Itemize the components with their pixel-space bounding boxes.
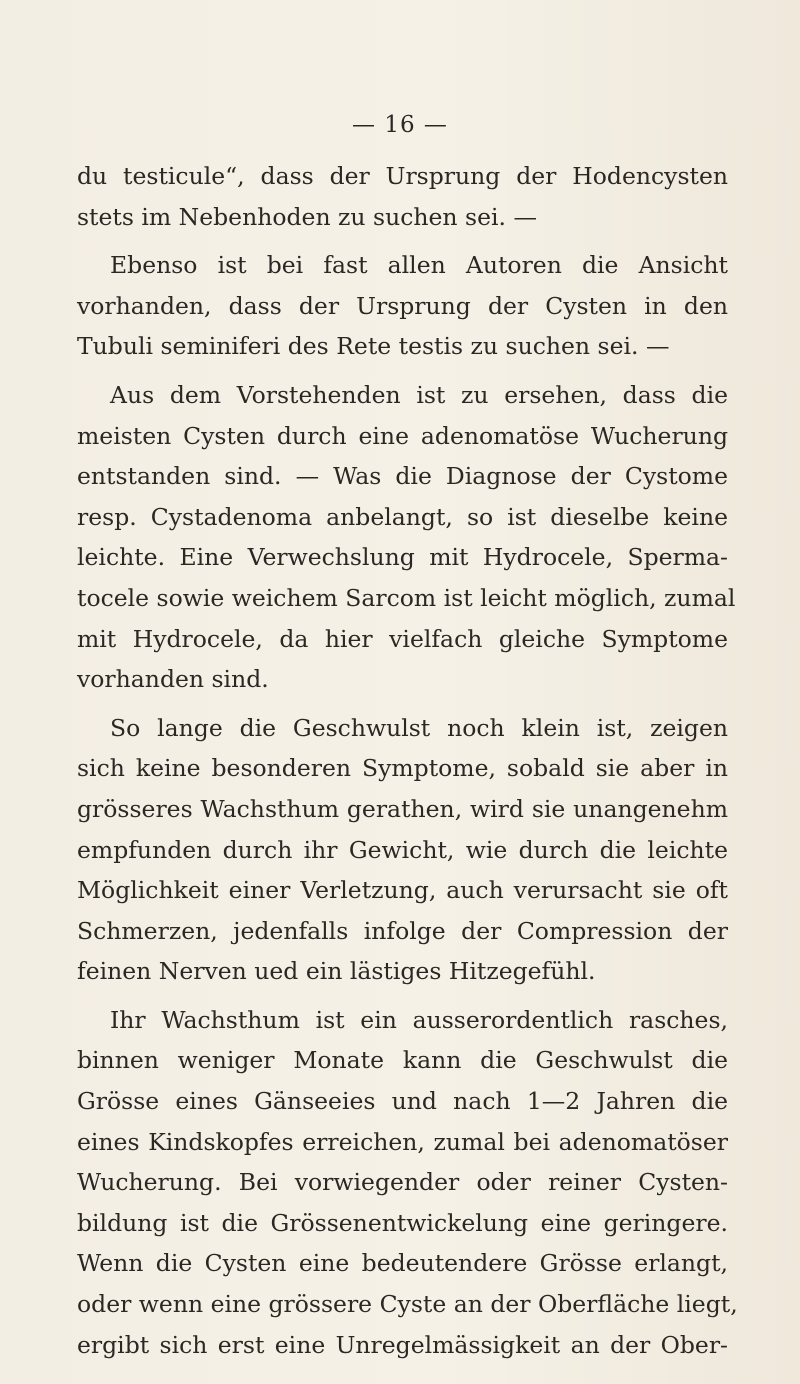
text-line: Tubuli seminiferi des Rete testis zu suchen sei. — <box>77 332 670 361</box>
text-line: meisten Cysten durch eine adenomatöse Wucherung <box>77 421 728 450</box>
text-line: feinen Nerven ued ein lästiges Hitzegefühl. <box>77 957 596 986</box>
text-line: eines Kindskopfes erreichen, zumal bei adenomatöser <box>77 1127 728 1156</box>
text-line: oder wenn eine grössere Cyste an der Oberfläche liegt, <box>77 1290 738 1319</box>
text-line: So lange die Geschwulst noch klein ist, zeigen <box>110 713 728 742</box>
text-line: grösseres Wachsthum gerathen, wird sie unangenehm <box>77 794 728 823</box>
paragraph <box>77 156 728 237</box>
text-line: Wenn die Cysten eine bedeutendere Grösse erlangt, <box>77 1249 728 1278</box>
text-line: Grösse eines Gänseeies und nach 1—2 Jahren die <box>77 1087 728 1116</box>
paragraph <box>77 245 728 367</box>
text-line: leichte. Eine Verwechslung mit Hydrocele, Sperma- <box>77 543 728 572</box>
text-line: vorhanden sind. <box>77 665 269 694</box>
text-line: binnen weniger Monate kann die Geschwulst die <box>77 1046 728 1075</box>
paragraph <box>77 708 728 992</box>
text-line: Möglichkeit einer Verletzung, auch verursacht sie oft <box>77 876 728 905</box>
text-line: resp. Cystadenoma anbelangt, so ist dieselbe keine <box>77 502 728 531</box>
text-line: empfunden durch ihr Gewicht, wie durch die leichte <box>77 835 728 864</box>
text-line: bildung ist die Grössenentwickelung eine geringere. <box>77 1208 728 1237</box>
body-text <box>77 156 738 1365</box>
text-line: sich keine besonderen Symptome, sobald sie aber in <box>77 754 728 783</box>
text-line: Wucherung. Bei vorwiegender oder reiner Cysten- <box>77 1168 728 1197</box>
text-line: mit Hydrocele, da hier vielfach gleiche Symptome <box>77 624 728 653</box>
text-line: ergibt sich erst eine Unregelmässigkeit an der Ober- <box>77 1330 728 1359</box>
text-line: tocele sowie weichem Sarcom ist leicht möglich, zumal <box>77 583 736 612</box>
text-line: vorhanden, dass der Ursprung der Cysten in den <box>77 291 728 320</box>
text-line: Ebenso ist bei fast allen Autoren die Ansicht <box>110 251 728 280</box>
text-line: Aus dem Vorstehenden ist zu ersehen, dass die <box>110 380 728 409</box>
text-line: stets im Nebenhoden zu suchen sei. — <box>77 202 537 231</box>
paragraph <box>77 375 736 700</box>
text-line: Schmerzen, jedenfalls infolge der Compression der <box>77 916 728 945</box>
page-number: — 16 — <box>352 112 448 138</box>
text-line: entstanden sind. — Was die Diagnose der Cystome <box>77 462 728 491</box>
text-line: Ihr Wachsthum ist ein ausserordentlich rasches, <box>110 1005 728 1034</box>
paragraph <box>77 1000 738 1365</box>
text-line: du testicule“, dass der Ursprung der Hodencysten <box>77 162 728 190</box>
